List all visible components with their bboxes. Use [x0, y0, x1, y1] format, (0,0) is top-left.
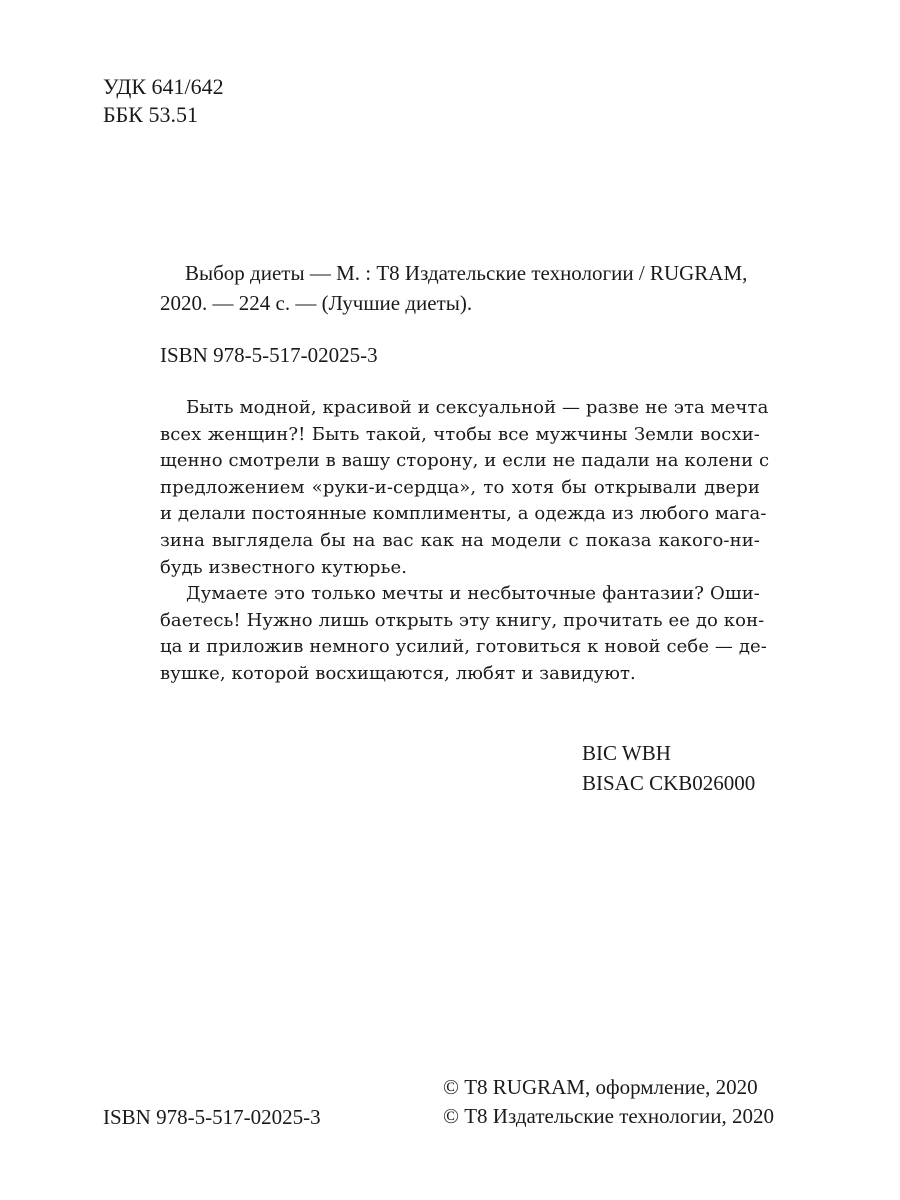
- bbk-code: ББК 53.51: [103, 102, 198, 127]
- annotation-line: предложением «руки-и-сердца», то хотя бы открывали двери: [160, 476, 760, 498]
- annotation-line: зина выглядела бы на вас как на модели с показа какого-ни-: [160, 529, 760, 551]
- classification-block: [103, 73, 224, 129]
- annotation-line: будь известного кутюрье.: [160, 556, 408, 578]
- annotation-line: щенно смотрели в вашу сторону, и если не падали на колени с: [160, 450, 770, 472]
- isbn-bottom: ISBN 978-5-517-02025-3: [103, 1105, 321, 1129]
- annotation-line: Быть модной, красивой и сексуальной — разве не эта мечта: [186, 397, 769, 418]
- annotation-line: и делали постоянные комплименты, а одежда из любого мага-: [160, 503, 767, 525]
- annotation-line: баетесь! Нужно лишь открыть эту книгу, прочитать ее до кон-: [160, 609, 765, 631]
- annotation-line: всех женщин?! Быть такой, чтобы все мужчины Земли восхи-: [160, 423, 760, 445]
- biblio-line-2: 2020. — 224 с. — (Лучшие диеты).: [160, 291, 473, 315]
- bisac-code: BISAC CKB026000: [582, 771, 756, 795]
- bic-code: BIC WBH: [582, 741, 671, 765]
- copyright-line-2: © Т8 Издательские технологии, 2020: [443, 1104, 774, 1128]
- udk-code: УДК 641/642: [103, 74, 224, 99]
- subject-codes: [582, 738, 755, 798]
- copyright-block: [443, 1073, 774, 1131]
- annotation-line: Думаете это только мечты и несбыточные фантазии? Оши-: [186, 583, 760, 605]
- annotation-line: вушке, которой восхищаются, любят и завидуют.: [160, 662, 636, 684]
- isbn-main: ISBN 978-5-517-02025-3: [160, 343, 378, 367]
- bibliographic-record: [160, 258, 758, 318]
- biblio-line-1: Выбор диеты — М. : Т8 Издательские технологии / RUGRAM,: [185, 261, 748, 285]
- copyright-line-1: © Т8 RUGRAM, оформление, 2020: [443, 1075, 758, 1099]
- annotation-line: ца и приложив немного усилий, готовиться к новой себе — де-: [160, 636, 767, 658]
- annotation: [160, 395, 770, 688]
